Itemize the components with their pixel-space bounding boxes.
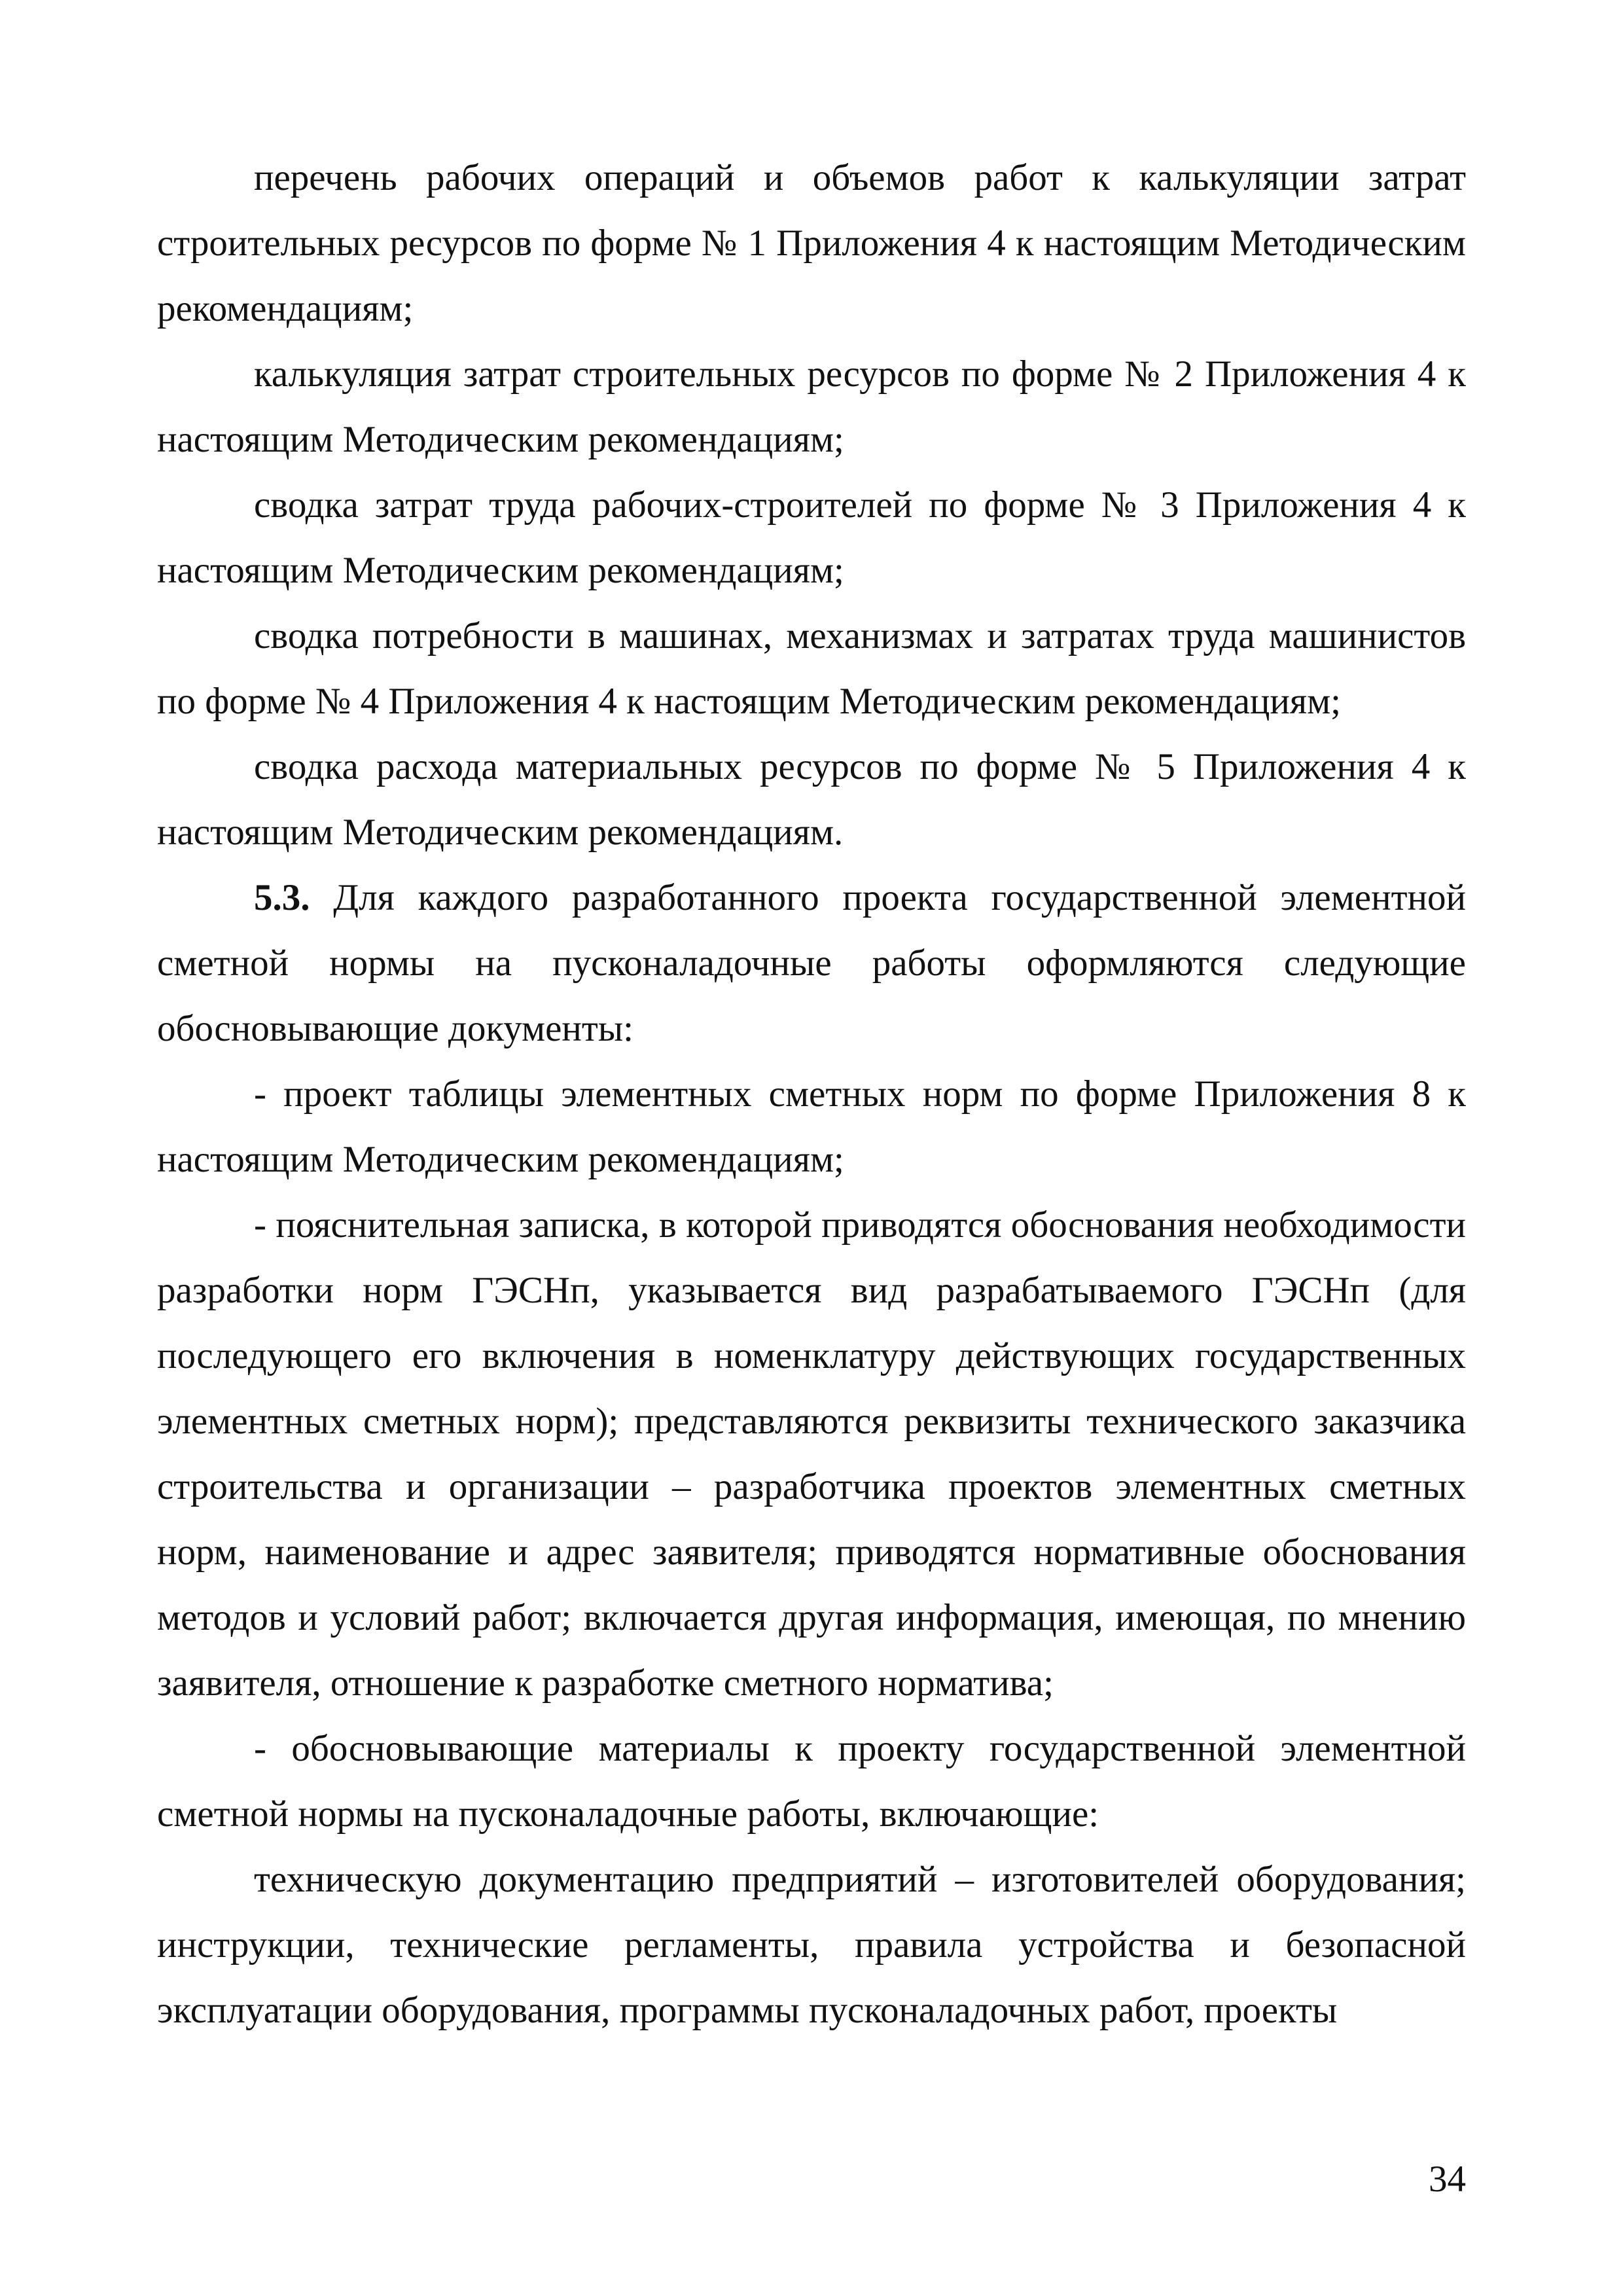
- paragraph-text: сводка потребности в машинах, механизмах и затратах труда машинистов по форме № 4 Приложения 4 к настоящим Методическим рекомендациям;: [157, 615, 1466, 722]
- paragraph-list-item: [157, 145, 1466, 342]
- paragraph-list-item: [157, 734, 1466, 865]
- paragraph-text: - пояснительная записка, в которой приводятся обоснования необходимости разработки норм ГЭСНп, указывается вид разрабатываемого ГЭСНп (для последующего его включения в номенклатуру действующих государственных элементных сметных норм); представляются реквизиты технического заказчика строительства и организации – разработчика проектов элементных сметных норм, наименование и адрес заявителя; приводятся нормативные обоснования методов и условий работ; включается другая информация, имеющая, по мнению заявителя, отношение к разработке сметного норматива;: [157, 1204, 1466, 1704]
- section-number: 5.3.: [254, 877, 310, 918]
- paragraph-text: - проект таблицы элементных сметных норм по форме Приложения 8 к настоящим Методическим рекомендациям;: [157, 1073, 1466, 1180]
- paragraph-text: перечень рабочих операций и объемов работ к калькуляции затрат строительных ресурсов по форме № 1 Приложения 4 к настоящим Методическим рекомендациям;: [157, 157, 1466, 329]
- paragraph-text: калькуляция затрат строительных ресурсов по форме № 2 Приложения 4 к настоящим Методическим рекомендациям;: [157, 353, 1466, 460]
- paragraph-list-item: [157, 342, 1466, 473]
- paragraph-text: Для каждого разработанного проекта государственной элементной сметной нормы на пусконаладочные работы оформляются следующие обосновывающие документы:: [157, 877, 1466, 1049]
- paragraph-list-item: [157, 1062, 1466, 1193]
- paragraph-list-item: [157, 1716, 1466, 1847]
- paragraph-list-item: [157, 1847, 1466, 2043]
- paragraph-list-item: [157, 603, 1466, 734]
- paragraph-text: сводка затрат труда рабочих-строителей по форме № 3 Приложения 4 к настоящим Методическим рекомендациям;: [157, 484, 1466, 591]
- paragraph-text: - обосновывающие материалы к проекту государственной элементной сметной нормы на пусконаладочные работы, включающие:: [157, 1728, 1466, 1835]
- section-paragraph-5-3: [157, 865, 1466, 1062]
- paragraph-list-item: [157, 473, 1466, 603]
- document-body: [157, 145, 1466, 2043]
- page-number: 34: [1429, 2159, 1466, 2200]
- paragraph-text: техническую документацию предприятий – изготовителей оборудования; инструкции, технические регламенты, правила устройства и безопасной эксплуатации оборудования, программы пусконаладочных работ, проекты: [157, 1859, 1466, 2031]
- paragraph-text: сводка расхода материальных ресурсов по форме № 5 Приложения 4 к настоящим Методическим рекомендациям.: [157, 746, 1466, 853]
- paragraph-list-item: [157, 1193, 1466, 1716]
